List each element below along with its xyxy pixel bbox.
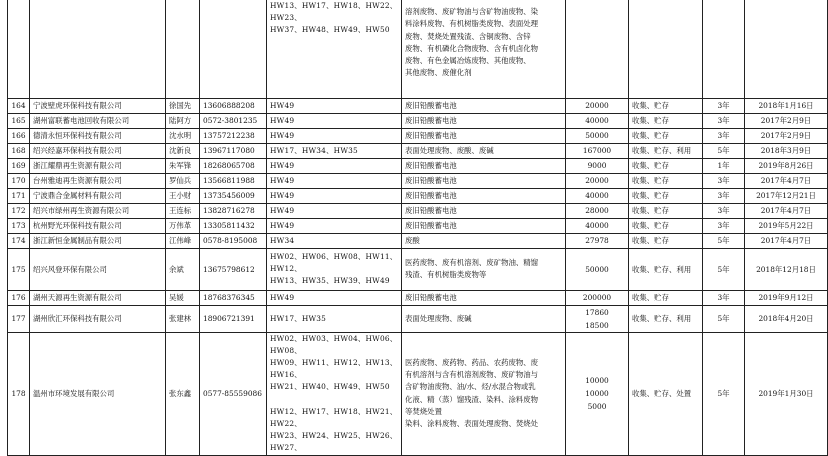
phone-cell: 18906721391 bbox=[200, 305, 267, 332]
waste-codes-cell bbox=[267, 332, 402, 455]
waste-codes-cell-line bbox=[270, 73, 398, 85]
company-name-cell: 宁波壁虎环保科技有限公司 bbox=[30, 98, 166, 113]
row-number-cell: 168 bbox=[8, 143, 30, 158]
issue-date-cell bbox=[745, 0, 828, 98]
row-number-cell: 174 bbox=[8, 233, 30, 248]
capacity-cell-line: 10000 bbox=[585, 389, 609, 399]
issue-date-cell: 2017年4月7日 bbox=[745, 173, 828, 188]
company-name-cell: 绍兴风登环保有限公司 bbox=[30, 248, 166, 290]
waste-codes-cell bbox=[267, 203, 402, 218]
row-number-cell: 171 bbox=[8, 188, 30, 203]
validity-term-cell: 3年 bbox=[703, 98, 745, 113]
waste-types-cell-line: 废旧铅酸蓄电池 bbox=[405, 130, 457, 140]
table-row bbox=[8, 188, 828, 203]
phone-cell: 0578-8195008 bbox=[200, 233, 267, 248]
waste-types-cell bbox=[402, 203, 566, 218]
table-row bbox=[8, 305, 828, 332]
company-name-cell: 宁波鼎合金属材料有限公司 bbox=[30, 188, 166, 203]
company-name-cell: 杭州野光环保科技有限公司 bbox=[30, 218, 166, 233]
validity-term-cell: 3年 bbox=[703, 173, 745, 188]
row-number-cell: 175 bbox=[8, 248, 30, 290]
operation-mode-cell: 收集、贮存 bbox=[629, 128, 703, 143]
waste-codes-cell-line: HW02、HW06、HW08、HW11、HW12、 bbox=[270, 251, 398, 274]
waste-codes-cell-line: HW17、HW35 bbox=[270, 313, 327, 323]
waste-codes-cell bbox=[267, 233, 402, 248]
waste-types-cell-line: 废旧铅酸蓄电池 bbox=[405, 175, 457, 185]
contact-person-cell: 陆阿方 bbox=[166, 113, 200, 128]
waste-types-cell-line: 含矿物油废物、油/水、烃/水混合物或乳 bbox=[405, 382, 536, 392]
operation-mode-cell: 收集、贮存 bbox=[629, 290, 703, 305]
capacity-cell-line: 50000 bbox=[585, 131, 609, 141]
waste-types-cell-line: 废旧铅酸蓄电池 bbox=[405, 160, 457, 170]
waste-types-cell-line: 废物、有色金属冶炼废物、其他废物、 bbox=[405, 55, 531, 65]
waste-codes-cell-line: HW12、HW17、HW18、HW21、HW22、 bbox=[270, 406, 398, 429]
waste-types-cell-line: 废旧铅酸蓄电池 bbox=[405, 220, 457, 230]
table-row bbox=[8, 113, 828, 128]
phone-cell: 13305811432 bbox=[200, 218, 267, 233]
capacity-cell-line bbox=[569, 42, 625, 55]
waste-codes-cell-line: HW09、HW11、HW12、HW13、HW16、 bbox=[270, 358, 398, 380]
company-name-cell: 湖州欣汇环保科技有限公司 bbox=[30, 305, 166, 332]
contact-person-cell: 万伟革 bbox=[166, 218, 200, 233]
waste-codes-cell-line: HW21、HW40、HW49、HW50 bbox=[270, 382, 390, 392]
operation-mode-cell: 收集、贮存、利用 bbox=[629, 143, 703, 158]
row-number-cell: 164 bbox=[8, 98, 30, 113]
waste-types-cell-line: 料涂料废物、有机树脂类废物、表面处理 bbox=[405, 19, 539, 29]
row-number-cell: 172 bbox=[8, 203, 30, 218]
phone-cell: 13735456009 bbox=[200, 188, 267, 203]
operation-mode-cell: 收集、贮存 bbox=[629, 233, 703, 248]
phone-cell bbox=[200, 0, 267, 98]
waste-types-cell-line: 废旧铅酸蓄电池 bbox=[405, 205, 457, 215]
validity-term-cell: 3年 bbox=[703, 128, 745, 143]
capacity-cell bbox=[566, 203, 629, 218]
validity-term-cell bbox=[703, 0, 745, 98]
operation-mode-cell: 收集、贮存 bbox=[629, 203, 703, 218]
capacity-cell-line: 18500 bbox=[585, 320, 609, 330]
capacity-cell-line: 5000 bbox=[587, 402, 607, 412]
contact-person-cell: 罗仙兵 bbox=[166, 173, 200, 188]
waste-codes-cell bbox=[267, 188, 402, 203]
table-row bbox=[8, 248, 828, 290]
waste-types-cell bbox=[402, 305, 566, 332]
capacity-cell-line: 17860 bbox=[585, 307, 609, 317]
waste-types-cell-line bbox=[405, 79, 562, 91]
waste-types-cell-line: 废旧铅酸蓄电池 bbox=[405, 292, 457, 302]
capacity-cell-line: 9000 bbox=[587, 161, 607, 171]
waste-types-cell-line: 表面处理废物、废碱 bbox=[405, 313, 472, 323]
capacity-cell bbox=[566, 188, 629, 203]
contact-person-cell: 沈新良 bbox=[166, 143, 200, 158]
phone-cell: 0577-85559086 bbox=[200, 332, 267, 455]
contact-person-cell: 吴媛 bbox=[166, 290, 200, 305]
validity-term-cell: 5年 bbox=[703, 143, 745, 158]
table-row bbox=[8, 128, 828, 143]
validity-term-cell: 5年 bbox=[703, 305, 745, 332]
capacity-cell-line: 40000 bbox=[585, 191, 609, 201]
waste-codes-cell-line bbox=[270, 37, 398, 49]
waste-types-cell-line: 染料、涂料废物、表面处理废物、焚烧处 bbox=[405, 419, 539, 429]
waste-codes-cell-line: HW49 bbox=[270, 115, 295, 125]
waste-codes-cell-line: HW13、HW35、HW39、HW49 bbox=[270, 276, 390, 286]
waste-codes-cell-line: HW49 bbox=[270, 205, 295, 215]
waste-types-cell bbox=[402, 143, 566, 158]
table-row bbox=[8, 158, 828, 173]
waste-types-cell bbox=[402, 290, 566, 305]
row-number-cell: 165 bbox=[8, 113, 30, 128]
waste-codes-cell bbox=[267, 113, 402, 128]
waste-codes-cell bbox=[267, 173, 402, 188]
table-row bbox=[8, 143, 828, 158]
contact-person-cell: 沈水明 bbox=[166, 128, 200, 143]
waste-codes-cell-line: HW17、HW34、HW35 bbox=[270, 145, 358, 155]
validity-term-cell: 3年 bbox=[703, 113, 745, 128]
waste-types-cell bbox=[402, 173, 566, 188]
capacity-cell bbox=[566, 332, 629, 455]
waste-types-cell bbox=[402, 98, 566, 113]
contact-person-cell: 徐国先 bbox=[166, 98, 200, 113]
waste-codes-cell-line bbox=[270, 49, 398, 61]
operation-mode-cell: 收集、贮存 bbox=[629, 113, 703, 128]
waste-codes-cell-line: HW13、HW17、HW18、HW22、HW23、 bbox=[270, 1, 398, 23]
contact-person-cell: 张建林 bbox=[166, 305, 200, 332]
issue-date-cell: 2018年12月18日 bbox=[745, 248, 828, 290]
waste-codes-cell-line: HW49 bbox=[270, 160, 295, 170]
capacity-cell bbox=[566, 248, 629, 290]
issue-date-cell: 2018年4月20日 bbox=[745, 305, 828, 332]
waste-codes-cell bbox=[267, 143, 402, 158]
waste-types-cell-line: 有机溶剂与含有机溶剂废物、废矿物油与 bbox=[405, 370, 539, 380]
issue-date-cell: 2017年12月21日 bbox=[745, 188, 828, 203]
issue-date-cell: 2017年2月9日 bbox=[745, 128, 828, 143]
waste-types-cell-line: 残渣、有机树脂类废物等 bbox=[405, 270, 487, 280]
issue-date-cell: 2019年5月22日 bbox=[745, 218, 828, 233]
waste-codes-cell bbox=[267, 158, 402, 173]
issue-date-cell: 2019年1月30日 bbox=[745, 332, 828, 455]
capacity-cell bbox=[566, 98, 629, 113]
phone-cell: 18268065708 bbox=[200, 158, 267, 173]
waste-types-cell bbox=[402, 248, 566, 290]
capacity-cell bbox=[566, 233, 629, 248]
company-name-cell: 德清永恒环保科技有限公司 bbox=[30, 128, 166, 143]
table-row bbox=[8, 0, 828, 98]
waste-codes-cell bbox=[267, 248, 402, 290]
contact-person-cell: 王连标 bbox=[166, 203, 200, 218]
capacity-cell bbox=[566, 158, 629, 173]
waste-types-cell bbox=[402, 233, 566, 248]
waste-types-cell-line: 表面处理废物、废酸、废碱 bbox=[405, 145, 494, 155]
capacity-cell bbox=[566, 143, 629, 158]
issue-date-cell: 2019年9月12日 bbox=[745, 290, 828, 305]
waste-codes-cell-line bbox=[270, 394, 398, 406]
phone-cell: 13606888208 bbox=[200, 98, 267, 113]
waste-codes-cell bbox=[267, 218, 402, 233]
capacity-cell bbox=[566, 305, 629, 332]
validity-term-cell: 3年 bbox=[703, 290, 745, 305]
waste-types-cell-line: 废酸 bbox=[405, 235, 420, 245]
contact-person-cell bbox=[166, 0, 200, 98]
contact-person-cell: 王小财 bbox=[166, 188, 200, 203]
operation-mode-cell: 收集、贮存 bbox=[629, 158, 703, 173]
row-number-cell: 178 bbox=[8, 332, 30, 455]
capacity-cell-line: 20000 bbox=[585, 101, 609, 111]
table-row bbox=[8, 173, 828, 188]
waste-types-cell-line: 等焚烧处置 bbox=[405, 406, 442, 416]
issue-date-cell: 2019年8月26日 bbox=[745, 158, 828, 173]
row-number-cell bbox=[8, 0, 30, 98]
waste-types-cell bbox=[402, 128, 566, 143]
row-number-cell: 170 bbox=[8, 173, 30, 188]
capacity-cell-line: 27978 bbox=[585, 236, 609, 246]
validity-term-cell: 1年 bbox=[703, 158, 745, 173]
issue-date-cell: 2018年3月9日 bbox=[745, 143, 828, 158]
capacity-cell-line: 28000 bbox=[585, 206, 609, 216]
capacity-cell-line: 10000 bbox=[585, 376, 609, 386]
contact-person-cell: 朱军锋 bbox=[166, 158, 200, 173]
capacity-cell bbox=[566, 173, 629, 188]
waste-types-cell-line: 废旧铅酸蓄电池 bbox=[405, 100, 457, 110]
waste-codes-cell-line: HW49 bbox=[270, 130, 295, 140]
phone-cell: 13828716278 bbox=[200, 203, 267, 218]
waste-codes-cell-line: HW02、HW03、HW04、HW06、HW08、 bbox=[270, 333, 398, 355]
waste-codes-cell bbox=[267, 128, 402, 143]
table-row bbox=[8, 290, 828, 305]
company-name-cell: 绍兴市绿州再生资源有限公司 bbox=[30, 203, 166, 218]
waste-types-cell-line: 废物、焚烧处置残渣、含铜废物、含锌 bbox=[405, 31, 531, 41]
issue-date-cell: 2018年1月16日 bbox=[745, 98, 828, 113]
company-name-cell bbox=[30, 0, 166, 98]
capacity-cell bbox=[566, 290, 629, 305]
issue-date-cell: 2017年4月7日 bbox=[745, 203, 828, 218]
company-name-cell: 浙江耀鼎再生资源有限公司 bbox=[30, 158, 166, 173]
waste-types-cell bbox=[402, 113, 566, 128]
contact-person-cell: 余斌 bbox=[166, 248, 200, 290]
waste-codes-cell-line: HW49 bbox=[270, 292, 295, 302]
validity-term-cell: 3年 bbox=[703, 218, 745, 233]
waste-codes-cell-line: HW49 bbox=[270, 190, 295, 200]
phone-cell: 13675798612 bbox=[200, 248, 267, 290]
capacity-cell bbox=[566, 128, 629, 143]
row-number-cell: 166 bbox=[8, 128, 30, 143]
row-number-cell: 173 bbox=[8, 218, 30, 233]
waste-types-cell-line: 化液、精（蒸）馏残渣、染料、涂料废物 bbox=[405, 394, 539, 404]
phone-cell: 13967117080 bbox=[200, 143, 267, 158]
capacity-cell bbox=[566, 0, 629, 98]
waste-codes-cell-line: HW49 bbox=[270, 100, 295, 110]
contact-person-cell: 张东鑫 bbox=[166, 332, 200, 455]
row-number-cell: 169 bbox=[8, 158, 30, 173]
row-number-cell: 176 bbox=[8, 290, 30, 305]
operation-mode-cell: 收集、贮存、利用 bbox=[629, 248, 703, 290]
waste-types-cell-line: 溶剂废物、废矿物油与含矿物油废物、染 bbox=[405, 7, 539, 17]
operation-mode-cell: 收集、贮存、处置 bbox=[629, 332, 703, 455]
capacity-cell bbox=[566, 113, 629, 128]
waste-codes-cell bbox=[267, 0, 402, 98]
permit-table bbox=[7, 0, 828, 456]
operation-mode-cell: 收集、贮存 bbox=[629, 188, 703, 203]
company-name-cell: 浙江新恒金属制品有限公司 bbox=[30, 233, 166, 248]
operation-mode-cell: 收集、贮存、利用 bbox=[629, 305, 703, 332]
phone-cell: 18768376345 bbox=[200, 290, 267, 305]
waste-types-cell-line: 医药废物、废药物、药品、农药废物、废 bbox=[405, 358, 539, 368]
waste-types-cell-line: 其他废物、废催化剂 bbox=[405, 68, 472, 78]
validity-term-cell: 3年 bbox=[703, 203, 745, 218]
waste-types-cell bbox=[402, 158, 566, 173]
validity-term-cell: 5年 bbox=[703, 248, 745, 290]
operation-mode-cell: 收集、贮存 bbox=[629, 218, 703, 233]
validity-term-cell: 5年 bbox=[703, 332, 745, 455]
capacity-cell-line: 40000 bbox=[585, 221, 609, 231]
operation-mode-cell bbox=[629, 0, 703, 98]
issue-date-cell: 2017年2月9日 bbox=[745, 113, 828, 128]
capacity-cell-line: 20000 bbox=[585, 176, 609, 186]
waste-codes-cell-line: HW37、HW48、HW49、HW50 bbox=[270, 25, 390, 35]
company-name-cell: 湖州天源再生资源有限公司 bbox=[30, 290, 166, 305]
company-name-cell: 台州雅迪再生资源有限公司 bbox=[30, 173, 166, 188]
waste-types-cell-line: 医药废物、废有机溶剂、废矿物油、精馏 bbox=[405, 257, 539, 267]
waste-types-cell bbox=[402, 218, 566, 233]
issue-date-cell: 2017年4月7日 bbox=[745, 233, 828, 248]
capacity-cell-line: 200000 bbox=[582, 293, 612, 303]
operation-mode-cell: 收集、贮存 bbox=[629, 173, 703, 188]
waste-codes-cell bbox=[267, 290, 402, 305]
waste-codes-cell-line bbox=[270, 61, 398, 73]
contact-person-cell: 江伟峰 bbox=[166, 233, 200, 248]
phone-cell: 13757212238 bbox=[200, 128, 267, 143]
waste-codes-cell-line: HW34 bbox=[270, 235, 295, 245]
waste-types-cell bbox=[402, 188, 566, 203]
capacity-cell bbox=[566, 218, 629, 233]
table-row bbox=[8, 98, 828, 113]
phone-cell: 0572-3801235 bbox=[200, 113, 267, 128]
company-name-cell: 湖州富联蓄电池回收有限公司 bbox=[30, 113, 166, 128]
row-number-cell: 177 bbox=[8, 305, 30, 332]
waste-codes-cell-line: HW49 bbox=[270, 175, 295, 185]
waste-types-cell bbox=[402, 332, 566, 455]
phone-cell: 13566811988 bbox=[200, 173, 267, 188]
waste-codes-cell bbox=[267, 305, 402, 332]
table-row bbox=[8, 233, 828, 248]
waste-codes-cell bbox=[267, 98, 402, 113]
table-row bbox=[8, 203, 828, 218]
table-body bbox=[8, 0, 828, 455]
validity-term-cell: 3年 bbox=[703, 188, 745, 203]
waste-codes-cell-line: HW23、HW24、HW25、HW26、HW27、 bbox=[270, 431, 398, 453]
waste-types-cell bbox=[402, 0, 566, 98]
waste-codes-cell-line: HW49 bbox=[270, 220, 295, 230]
capacity-cell-line: 40000 bbox=[585, 116, 609, 126]
operation-mode-cell: 收集、贮存 bbox=[629, 98, 703, 113]
company-name-cell: 绍兴经嘉环保科技有限公司 bbox=[30, 143, 166, 158]
company-name-cell: 温州市环境发展有限公司 bbox=[30, 332, 166, 455]
validity-term-cell: 5年 bbox=[703, 233, 745, 248]
waste-types-cell-line: 废物、有机磷化合物废物、含有机卤化物 bbox=[405, 43, 539, 53]
waste-types-cell-line: 废旧铅酸蓄电池 bbox=[405, 190, 457, 200]
table-row bbox=[8, 332, 828, 455]
waste-types-cell-line: 废旧铅酸蓄电池 bbox=[405, 115, 457, 125]
capacity-cell-line: 50000 bbox=[585, 264, 609, 274]
table-row bbox=[8, 218, 828, 233]
capacity-cell-line: 167000 bbox=[582, 146, 612, 156]
waste-codes-cell-line bbox=[270, 85, 398, 97]
